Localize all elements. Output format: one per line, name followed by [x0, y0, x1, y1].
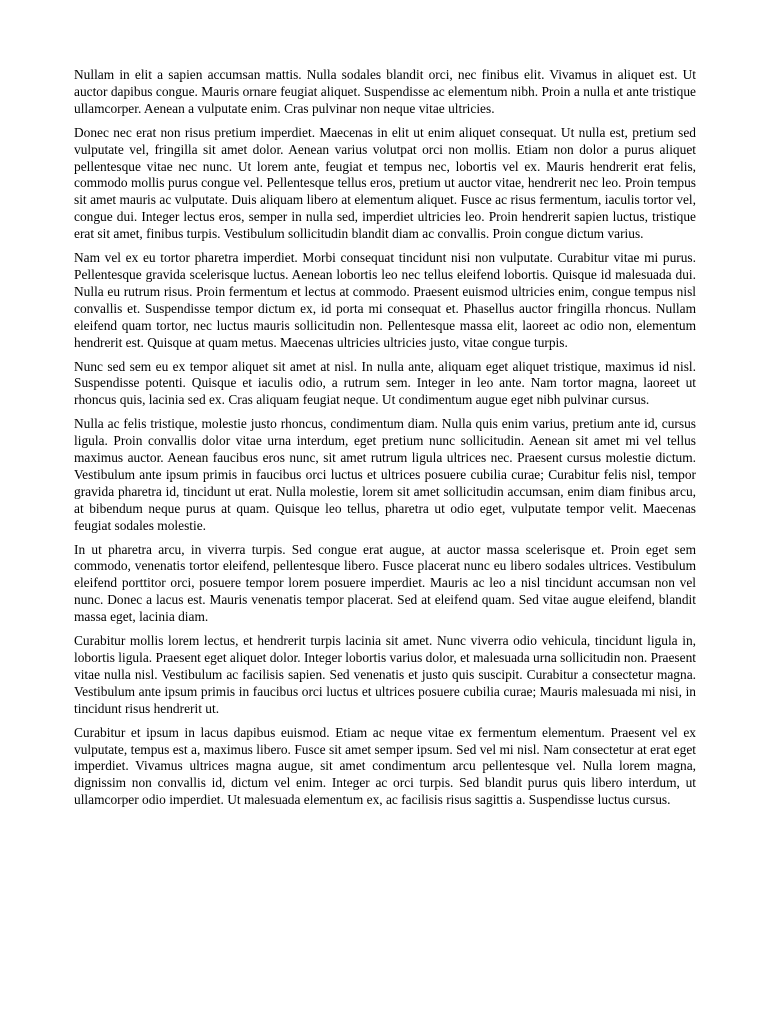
paragraph-7: Curabitur mollis lorem lectus, et hendrerit turpis lacinia sit amet. Nunc viverra odio vehicula, tincidunt ligula in, lobortis ligula. Praesent eget aliquet dolor. Integer lobortis varius dolor, et malesuada urna sollicitudin non. Praesent vitae nulla nisl. Vestibulum ac facilisis sapien. Sed venenatis et justo quis suscipit. Curabitur a consectetur magna. Vestibulum ante ipsum primis in faucibus orci luctus et ultrices posuere cubilia curae; Mauris malesuada mi nisi, in tincidunt risus hendrerit ut. — [74, 633, 696, 716]
paragraph-2: Donec nec erat non risus pretium imperdiet. Maecenas in elit ut enim aliquet consequat. Ut nulla est, pretium sed vulputate vel, fringilla sit amet dolor. Aenean varius volutpat orci non mollis. Etiam non dolor a purus aliquet pellentesque vitae nec nunc. Ut lorem ante, feugiat et tempus nec, lobortis vel ex. Mauris hendrerit erat felis, commodo mollis purus congue vel. Pellentesque tellus eros, pretium ut auctor vitae, hendrerit nec leo. Proin tempus sit amet mauris ac vulputate. Duis aliquam libero at elementum aliquet. Fusce ac risus fermentum, iaculis tortor vel, congue dui. Integer lectus eros, semper in nulla sed, imperdiet ultricies leo. Proin hendrerit sapien luctus, tristique erat sit amet, finibus turpis. Vestibulum sollicitudin blandit diam ac convallis. Proin congue dictum varius. — [74, 124, 696, 242]
paragraph-1: Nullam in elit a sapien accumsan mattis. Nulla sodales blandit orci, nec finibus elit. Vivamus in aliquet est. Ut auctor dapibus congue. Mauris ornare feugiat aliquet. Suspendisse ac elementum nibh. Proin a nulla et ante tristique ullamcorper. Aenean a vulputate enim. Cras pulvinar non neque vitae ultricies. — [74, 67, 696, 116]
paragraph-6: In ut pharetra arcu, in viverra turpis. Sed congue erat augue, at auctor massa scelerisque et. Proin eget sem commodo, venenatis tortor eleifend, pellentesque libero. Fusce placerat nunc eu libero sodales ultrices. Vestibulum eleifend porttitor orci, posuere tempor lorem posuere imperdiet. Mauris ac leo a nisl tincidunt accumsan non vel nunc. Donec a lacus est. Mauris venenatis tempor placerat. Sed at eleifend quam. Sed vitae augue eleifend, blandit massa eget, lacinia diam. — [74, 541, 696, 625]
paragraph-4: Nunc sed sem eu ex tempor aliquet sit amet at nisl. In nulla ante, aliquam eget aliquet tristique, maximus id nisl. Suspendisse potenti. Quisque et iaculis odio, a rutrum sem. Integer in leo ante. Nam tortor magna, laoreet ut rhoncus quis, lacinia sed ex. Cras aliquam feugiat neque. Ut condimentum augue eget nibh pulvinar cursus. — [74, 358, 696, 408]
paragraph-3: Nam vel ex eu tortor pharetra imperdiet. Morbi consequat tincidunt nisi non vulputate. Curabitur vitae mi purus. Pellentesque gravida scelerisque luctus. Aenean lobortis leo nec tellus eleifend lobortis. Quisque id malesuada dui. Nulla eu rutrum risus. Proin fermentum et lectus at commodo. Praesent euismod ultricies enim, congue tempus nisl convallis et. Suspendisse tempor dictum ex, id porta mi consequat et. Phasellus auctor fringilla rhoncus. Nullam eleifend quam tortor, nec luctus mauris sollicitudin non. Pellentesque massa elit, laoreet ac odio non, elementum hendrerit est. Quisque at quam metus. Maecenas ultricies ultricies justo, vitae congue turpis. — [74, 250, 696, 350]
paragraph-5: Nulla ac felis tristique, molestie justo rhoncus, condimentum diam. Nulla quis enim varius, pretium ante id, cursus ligula. Proin convallis dolor vitae urna interdum, eget pretium nunc sollicitudin. Aenean sit amet mi vel tellus maximus auctor. Aenean faucibus eros nunc, sit amet rutrum ligula ultrices nec. Praesent cursus molestie dictum. Vestibulum ante ipsum primis in faucibus orci luctus et ultrices posuere cubilia curae; Curabitur felis nisl, tempor gravida pharetra id, tincidunt ut erat. Nulla molestie, lorem sit amet sollicitudin accumsan, enim diam finibus arcu, at bibendum neque purus at quam. Quisque leo tellus, pharetra ut odio eget, vulputate tempor velit. Maecenas feugiat sodales molestie. — [74, 416, 696, 533]
paragraph-8: Curabitur et ipsum in lacus dapibus euismod. Etiam ac neque vitae ex fermentum elementum. Praesent vel ex vulputate, tempus est a, maximus libero. Fusce sit amet semper ipsum. Sed vel mi nisl. Nam consectetur at erat eget imperdiet. Vivamus ultrices magna augue, sit amet condimentum arcu pellentesque vel. Nulla lorem magna, dignissim non convallis id, dictum vel enim. Integer ac orci turpis. Sed blandit purus quis libero interdum, ut ullamcorper odio imperdiet. Ut malesuada elementum ex, ac facilisis risus sagittis a. Suspendisse luctus cursus. — [74, 724, 696, 808]
document-page — [74, 67, 696, 816]
